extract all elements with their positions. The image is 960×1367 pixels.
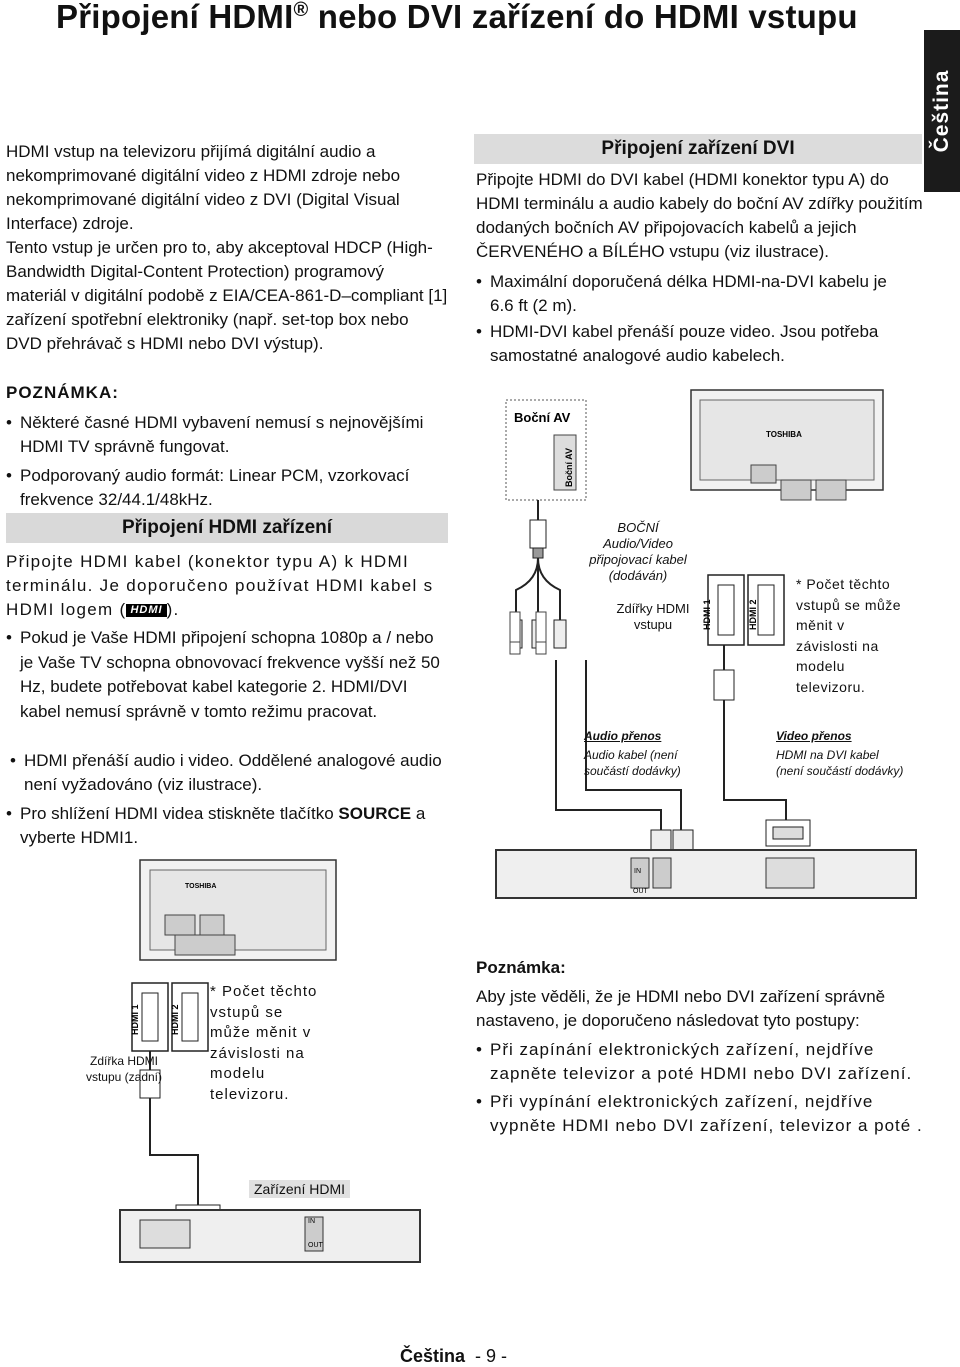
poznamka-bullet: • Při vypínání elektronických zařízení, nejdříve vypněte HDMI nebo DVI zařízení, televizor a poté . — [476, 1092, 923, 1135]
poznamka-paragraph: Aby jste věděli, že je HDMI nebo DVI zařízení správně nastaveno, je doporučeno následovat tyto postupy: — [476, 987, 886, 1030]
audio-transfer-text: Audio kabel (není součástí dodávky) — [584, 748, 681, 778]
audio-transfer-title: Audio přenos — [584, 729, 662, 743]
dvi-count-note: * Počet těchto vstupů se může měnit v závislosti na modelu televizoru. — [796, 576, 902, 695]
svg-text:IN: IN — [308, 1218, 315, 1225]
svg-text:HDMI 1: HDMI 1 — [702, 599, 712, 630]
tv-brand: TOSHIBA — [766, 430, 802, 439]
tv-brand: TOSHIBA — [185, 883, 217, 890]
hdmi-socket-label: Zdířka HDMI vstupu (zadní) — [85, 1054, 163, 1084]
hdmi-bullet: • Pokud je Vaše HDMI připojení schopna 1080p a / nebo je Vaše TV schopna obnovovací frekvence vyšší než 50 Hz, budete potřebovat kabel kategorie 2. HDMI/DVI kabel nemusí správně v tomto režimu pracovat. — [6, 628, 440, 721]
poznamka-bullet: • Při zapínání elektronických zařízení, nejdříve zapněte televizor a poté HDMI nebo DVI zařízení. — [476, 1040, 913, 1083]
side-cable-label: BOČNÍ Audio/Video připojovací kabel (dodáván) — [589, 520, 687, 583]
intro-paragraph: HDMI vstup na televizoru přijímá digitální audio a nekomprimované digitální video z HDMI zdroje nebo nekomprimované digitální video z DVI (Digital Visual Interface) zdroje. — [6, 142, 401, 233]
poznamka-label: Poznámka: — [476, 958, 566, 977]
svg-text:HDMI 1: HDMI 1 — [130, 1004, 140, 1035]
video-transfer-text: HDMI na DVI kabel (není součástí dodávky) — [776, 748, 904, 778]
dvi-section-heading: Připojení zařízení DVI — [474, 134, 922, 164]
svg-text:IN: IN — [634, 868, 641, 875]
page-title: Připojení HDMI® nebo DVI zařízení do HDMI vstupu — [56, 0, 858, 35]
language-tab — [924, 30, 960, 192]
note-item: • Podporovaný audio formát: Linear PCM, vzorkovací frekvence 32/44.1/48kHz. — [6, 466, 410, 509]
dvi-bullet: • Maximální doporučená délka HDMI-na-DVI kabelu je 6.6 ft (2 m). — [476, 272, 887, 315]
hdmi-count-note: * Počet těchto vstupů se může měnit v závislosti na modelu televizoru. — [210, 983, 318, 1103]
svg-text:HDMI 2: HDMI 2 — [170, 1004, 180, 1035]
hdmi-sockets-label: Zdířky HDMI vstupu — [616, 601, 690, 632]
dvi-device — [496, 850, 916, 898]
hdmi-bullet: • HDMI přenáší audio i video. Oddělené analogové audio není vyžadováno (viz ilustrace). — [10, 751, 442, 794]
note-item: • Některé časné HDMI vybavení nemusí s nejnovějšími HDMI TV správně fungovat. — [6, 413, 424, 456]
hdmi-section-heading: Připojení HDMI zařízení — [6, 513, 448, 543]
page-footer: Čeština - 9 - — [400, 1346, 508, 1366]
dvi-paragraph: Připojte HDMI do DVI kabel (HDMI konektor typu A) do HDMI terminálu a audio kabely do boční AV zdířky použitím dodaných bočních AV připojovacích kabelů a jejich ČERVENÉHO a BÍLÉHO vstupu (viz ilustrace). — [476, 170, 923, 261]
hdmi-device-label: Zařízení HDMI — [249, 1180, 350, 1198]
dvi-bullet: • HDMI-DVI kabel přenáší pouze video. Jsou potřeba samostatné analogové audio kabelech. — [476, 322, 879, 365]
source-bullet: • Pro shlížení HDMI videa stiskněte tlačítko SOURCE a vyberte HDMI1. — [6, 804, 426, 847]
video-transfer-title: Video přenos — [776, 729, 852, 743]
svg-text:OUT: OUT — [308, 1242, 323, 1249]
note-label: POZNÁMKA: — [6, 383, 119, 402]
side-av-title: Boční AV — [514, 410, 571, 425]
svg-text:Boční AV: Boční AV — [564, 447, 574, 487]
svg-text:HDMI 2: HDMI 2 — [748, 599, 758, 630]
hdcp-paragraph: Tento vstup je určen pro to, aby akceptoval HDCP (High-Bandwidth Digital-Content Protection) programový materiál v digitální podobě z EIA/CEA-861-D–compliant [1] zařízení spotřební elektroniky (např. set-top box nebo DVD přehrávač s HDMI nebo DVI výstup). — [6, 238, 448, 353]
language-tab-label: Čeština — [930, 69, 953, 153]
hdmi-logo: HDMI — [126, 604, 166, 617]
svg-text:OUT: OUT — [633, 888, 648, 895]
hdmi-connect-paragraph: Připojte HDMI kabel (konektor typu A) k HDMI terminálu. Je doporučeno používat HDMI kabel s HDMI logem ( HDMI ). — [6, 552, 434, 619]
